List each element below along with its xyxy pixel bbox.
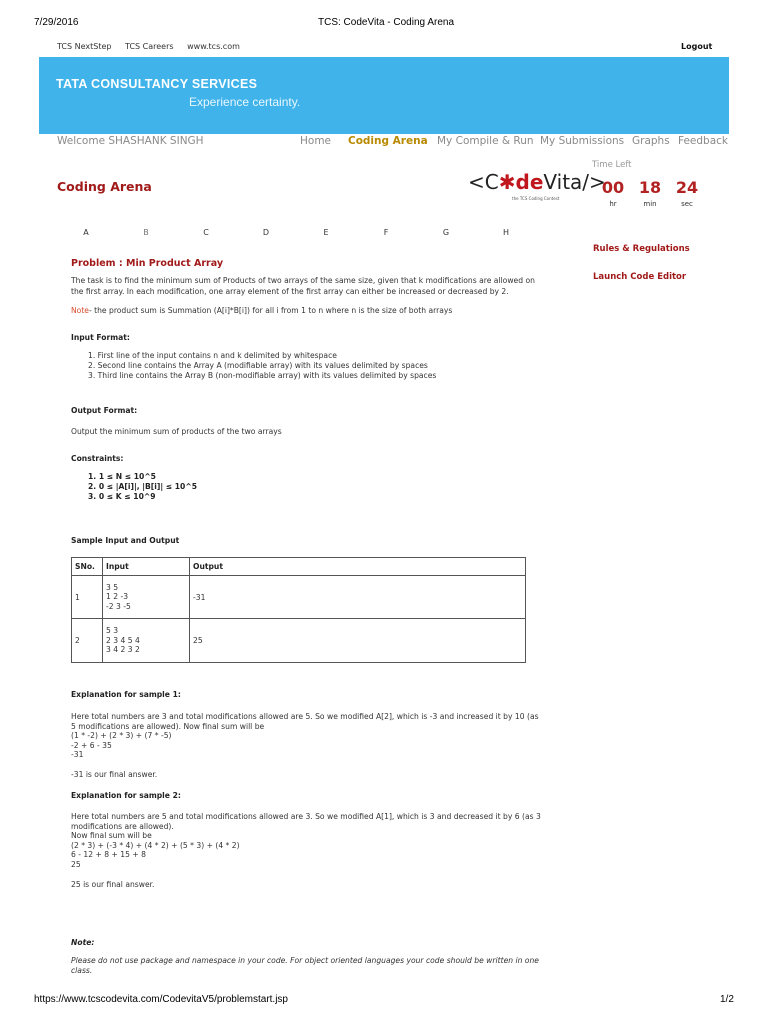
constraints-title: Constraints: — [71, 454, 124, 463]
logo-star-icon: ✱ — [498, 170, 516, 194]
nav-coding-arena[interactable]: Coding Arena — [348, 135, 428, 147]
launch-editor-link[interactable]: Launch Code Editor — [593, 272, 687, 282]
print-title: TCS: CodeVita - Coding Arena — [318, 17, 455, 28]
input-format-item: 3. Third line contains the Array B (non-modifiable array) with its values delimited by spaces — [88, 371, 437, 380]
cell-sno: 2 — [72, 619, 103, 663]
sample-title: Sample Input and Output — [71, 536, 180, 545]
problem-desc-2: the first array. In each modification, one array element of the first array can either be increased or decreased by 2. — [71, 287, 509, 296]
output-format-title: Output Format: — [71, 406, 138, 415]
problem-tab-e[interactable]: E — [323, 228, 329, 237]
link-tcs-careers[interactable]: TCS Careers — [125, 42, 174, 51]
timer-minutes-label: min — [643, 200, 657, 208]
note-label: Note — [71, 306, 89, 315]
constraint-item: 3. 0 ≤ K ≤ 10^9 — [88, 492, 156, 501]
explanation-1-title: Explanation for sample 1: — [71, 690, 181, 699]
problem-tab-a[interactable]: A — [83, 228, 89, 237]
output-format-text: Output the minimum sum of products of the two arrays — [71, 427, 282, 436]
timer-seconds-label: sec — [681, 200, 693, 208]
nav-feedback[interactable]: Feedback — [678, 135, 729, 147]
welcome-text: Welcome SHASHANK SINGH — [57, 135, 204, 147]
logo-prefix: <C — [468, 170, 499, 194]
codevita-logo — [468, 170, 606, 194]
cell-output: -31 — [190, 576, 526, 619]
constraint-item: 2. 0 ≤ |A[i]|, |B[i]| ≤ 10^5 — [88, 482, 197, 491]
page-title: Coding Arena — [57, 179, 152, 194]
tcs-tagline: Experience certainty. — [189, 95, 301, 109]
explanation-2-body: Here total numbers are 5 and total modifications allowed are 3. So we modified A[1], which is 3 and decreased it by 6 (as 3 modifications are allowed). Now final sum will be (2 * 3) + (-3 * 4) + (4 * 2) + (5 * 3) + (4 * 2) 6 - 12 + 8 + 15 + 8 25 — [71, 812, 541, 869]
problem-title: Problem : Min Product Array — [71, 258, 224, 269]
col-sno: SNo. — [72, 558, 103, 576]
time-left-label: Time Left — [592, 160, 632, 170]
nav-graphs[interactable]: Graphs — [632, 135, 670, 147]
problem-tab-h[interactable]: H — [502, 228, 509, 237]
final-note-label: Note: — [71, 938, 95, 947]
nav-my-submissions[interactable]: My Submissions — [540, 135, 625, 147]
sample-table — [71, 557, 526, 663]
timer-minutes: 18 — [638, 178, 662, 197]
print-date: 7/29/2016 — [34, 17, 79, 28]
problem-tab-c[interactable]: C — [203, 228, 209, 237]
timer-hours: 00 — [601, 178, 625, 197]
problem-tab-f[interactable]: F — [383, 228, 389, 237]
cell-input: 3 5 1 2 -3 -2 3 -5 — [103, 576, 190, 619]
table-row — [72, 619, 526, 663]
problem-note — [71, 306, 452, 316]
col-output: Output — [190, 558, 526, 576]
table-row — [72, 576, 526, 619]
logo-de: de — [515, 170, 544, 194]
timer-hours-label: hr — [609, 200, 617, 208]
explanation-2-final: 25 is our final answer. — [71, 880, 155, 889]
cell-output: 25 — [190, 619, 526, 663]
cell-input: 5 3 2 3 4 5 4 3 4 2 3 2 — [103, 619, 190, 663]
nav-home[interactable]: Home — [300, 135, 332, 147]
logout-link[interactable]: Logout — [681, 42, 713, 51]
input-format-title: Input Format: — [71, 333, 130, 342]
tcs-banner — [39, 57, 729, 134]
cell-sno: 1 — [72, 576, 103, 619]
explanation-1-body: Here total numbers are 3 and total modifications allowed are 5. So we modified A[2], which is -3 and increased it by 10 (as 5 modifications are allowed). Now final sum will be (1 * -2) + (2 * 3) + (7 * -5) -2 + 6 - 35 -31 — [71, 712, 539, 759]
note-text: - the product sum is Summation (A[i]*B[i]) for all i from 1 to n where n is the size of both arrays — [88, 306, 453, 315]
problem-tab-b[interactable]: B — [143, 228, 149, 237]
input-format-item: 1. First line of the input contains n and k delimited by whitespace — [88, 351, 337, 360]
top-links — [57, 42, 251, 51]
footer-url: https://www.tcscodevita.com/CodevitaV5/problemstart.jsp — [34, 994, 288, 1005]
logo-suffix: Vita/> — [543, 170, 606, 194]
link-tcs-nextstep[interactable]: TCS NextStep — [57, 42, 112, 51]
table-header-row — [72, 558, 526, 576]
problem-tab-d[interactable]: D — [262, 228, 270, 237]
input-format-list — [88, 351, 436, 381]
col-input: Input — [103, 558, 190, 576]
nav-compile-run[interactable]: My Compile & Run — [437, 135, 534, 147]
explanation-1-final: -31 is our final answer. — [71, 770, 158, 779]
tcs-logo-text: TATA CONSULTANCY SERVICES — [56, 77, 258, 91]
final-note-text: Please do not use package and namespace in your code. For object oriented languages your code should be written in one class. — [71, 956, 539, 975]
constraint-item: 1. 1 ≤ N ≤ 10^5 — [88, 472, 156, 481]
logo-subtitle: the TCS Coding Contest — [512, 196, 560, 201]
problem-desc-1: The task is to find the minimum sum of Products of two arrays of the same size, given that k modifications are allowed on — [71, 276, 535, 285]
link-tcs-com[interactable]: www.tcs.com — [187, 42, 240, 51]
rules-link[interactable]: Rules & Regulations — [593, 244, 690, 254]
footer-page: 1/2 — [720, 994, 734, 1005]
timer-seconds: 24 — [675, 178, 699, 197]
input-format-item: 2. Second line contains the Array A (modifiable array) with its values delimited by spaces — [88, 361, 428, 370]
constraints-list — [88, 472, 197, 502]
explanation-2-title: Explanation for sample 2: — [71, 791, 181, 800]
problem-tab-g[interactable]: G — [442, 228, 450, 237]
